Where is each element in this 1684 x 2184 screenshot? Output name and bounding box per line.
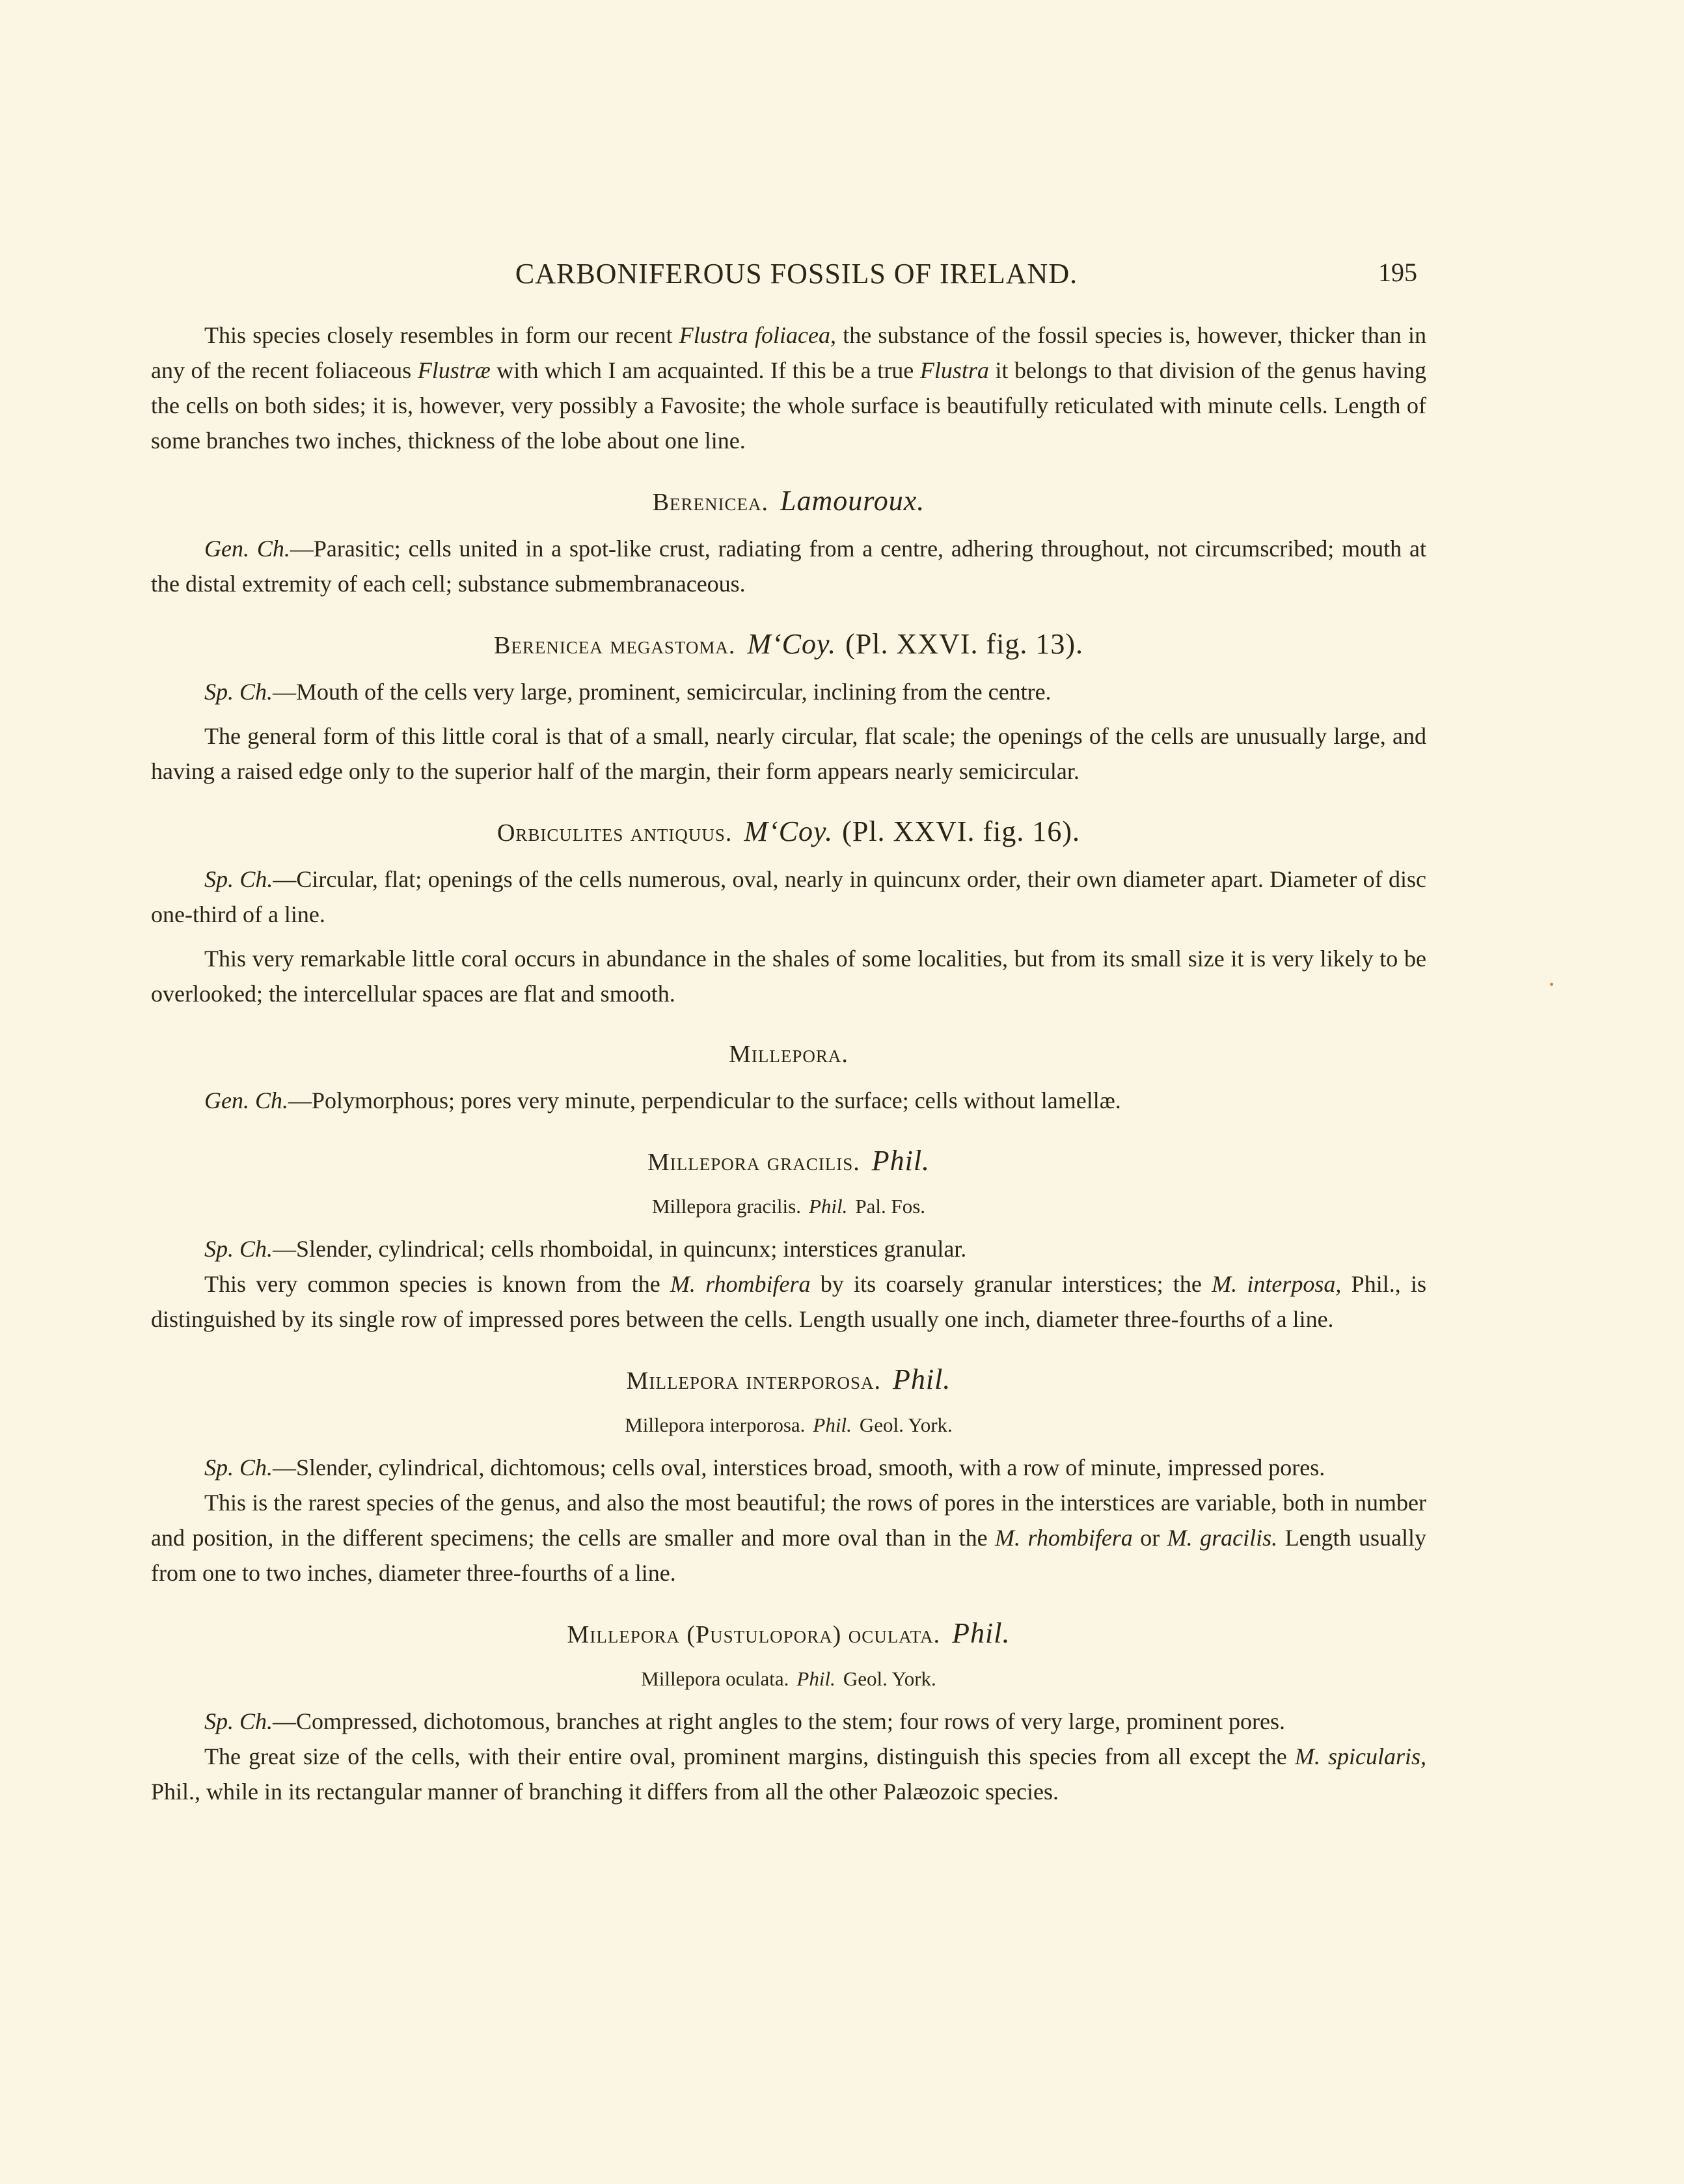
description-gracilis: This very common species is known from the M. rhombifera by its coarsely granular interstices; the M. interposa, Phil., is distinguished by its single row of impressed pores between the cells. Length usually one inch, diameter three-fourths of a line. [151, 1271, 1426, 1332]
species-heading-orbiculites-antiquus: Orbiculites antiquus. M‘Coy. (Pl. XXVI. fig. 16). [496, 815, 1081, 847]
species-heading-millepora-interporosa: Millepora interporosa. Phil. [626, 1363, 951, 1395]
species-heading-berenicea-megastoma: Berenicea megastoma. M‘Coy. (Pl. XXVI. fig. 13). [494, 628, 1083, 660]
page-body [151, 318, 1426, 1809]
genus-heading-millepora: Millepora. [729, 1041, 849, 1068]
species-heading-millepora-gracilis: Millepora gracilis. Phil. [647, 1145, 930, 1177]
specific-characters-oculata: Sp. Ch.—Compressed, dichotomous, branches at right angles to the stem; four rows of very large, prominent pores. [204, 1708, 1286, 1734]
species-heading-millepora-oculata: Millepora (Pustulopora) oculata. Phil. [567, 1617, 1011, 1649]
paper-blemish [1550, 983, 1553, 986]
synonymy-gracilis: Millepora gracilis. Phil. Pal. Fos. [651, 1195, 926, 1218]
generic-characters-berenicea: Gen. Ch.—Parasitic; cells united in a spot-like crust, radiating from a centre, adhering throughout, not circumscribed; mouth at the distal extremity of each cell; substance submembranaceous. [151, 536, 1426, 597]
generic-characters-millepora: Gen. Ch.—Polymorphous; pores very minute, perpendicular to the surface; cells without lamellæ. [204, 1087, 1121, 1113]
page-number: 195 [1378, 258, 1417, 287]
specific-characters-interporosa: Sp. Ch.—Slender, cylindrical, dichtomous; cells oval, interstices broad, smooth, with a row of minute, impressed pores. [204, 1454, 1325, 1481]
genus-heading-berenicea: Berenicea. Lamouroux. [652, 485, 925, 517]
specific-characters-orbiculites: Sp. Ch.—Circular, flat; openings of the cells numerous, oval, nearly in quincunx order, their own diameter apart. Diameter of disc one-third of a line. [151, 866, 1426, 927]
running-title: CARBONIFEROUS FOSSILS OF IRELAND. [515, 258, 1078, 290]
specific-characters-gracilis: Sp. Ch.—Slender, cylindrical; cells rhomboidal, in quincunx; interstices granular. [204, 1236, 967, 1262]
intro-paragraph: This species closely resembles in form our recent Flustra foliacea, the substance of the fossil species is, however, thicker than in any of the recent foliaceous Flustræ with which I am acquainted. If this be a true Flustra it belongs to that division of the genus having the cells on both sides; it is, however, very possibly a Favosite; the whole surface is beautifully reticulated with minute cells. Length of some branches two inches, thickness of the lobe about one line. [151, 322, 1426, 454]
description-oculata: The great size of the cells, with their entire oval, prominent margins, distinguish this species from all except the M. spicularis, Phil., while in its rectangular manner of branching it differs from all the other Palæozoic species. [151, 1743, 1426, 1805]
description-orbiculites: This very remarkable little coral occurs in abundance in the shales of some localities, but from its small size it is very likely to be overlooked; the intercellular spaces are flat and smooth. [151, 946, 1426, 1007]
running-header [0, 257, 1684, 296]
synonymy-oculata: Millepora oculata. Phil. Geol. York. [641, 1667, 936, 1690]
description-megastoma: The general form of this little coral is that of a small, nearly circular, flat scale; the openings of the cells are unusually large, and having a raised edge only to the superior half of the margin, their form appears nearly semicircular. [151, 723, 1426, 784]
synonymy-interporosa: Millepora interporosa. Phil. Geol. York. [625, 1413, 953, 1436]
specific-characters-megastoma: Sp. Ch.—Mouth of the cells very large, prominent, semicircular, inclining from the centre. [204, 679, 1052, 705]
description-interporosa: This is the rarest species of the genus, and also the most beautiful; the rows of pores in the interstices are variable, both in number and position, in the different specimens; the cells are smaller and more oval than in the M. rhombifera or M. gracilis. Length usually from one to two inches, diameter three-fourths of a line. [151, 1490, 1426, 1586]
